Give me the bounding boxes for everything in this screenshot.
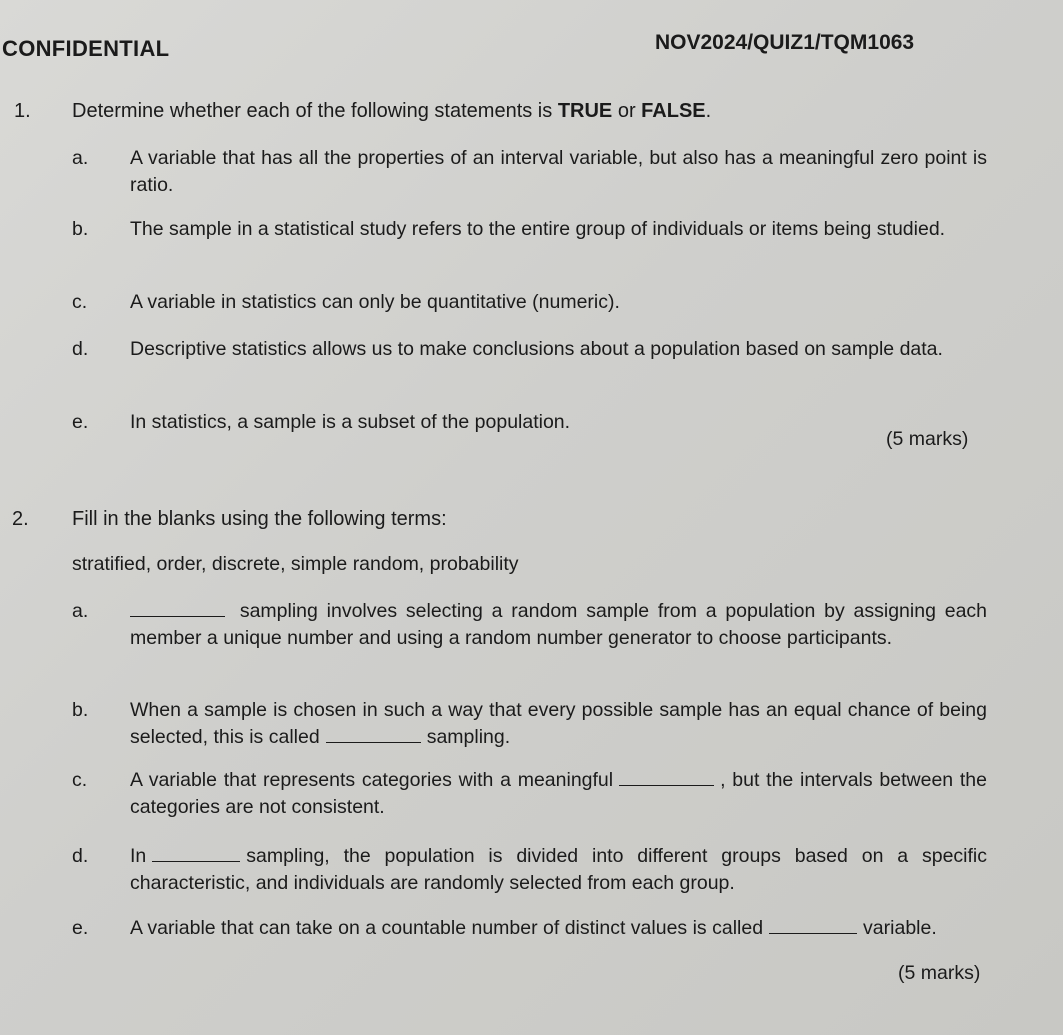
q1-prompt [72,100,711,123]
q2-item-d [72,843,987,899]
q2-item-c [72,767,987,823]
q2-item-text [130,843,987,897]
q1-item-label: e. [72,411,89,433]
q1-marks: (5 marks) [886,428,969,450]
q1-prompt-or: or [612,100,642,122]
q1-item-text: The sample in a statistical study refers to the entire group of individuals or items being studied. [130,218,946,240]
q2-item-after: , but the intervals between the categories are not consistent. [130,769,987,818]
q1-item-text: In statistics, a sample is a subset of the population. [130,411,571,433]
q2-number: 2. [12,508,29,530]
q2-item-after: sampling, the population is divided into different groups based on a specific characteristic, and individuals are randomly selected from each group. [130,845,987,894]
q2-item-after: variable. [863,917,937,939]
q2-item-after: sampling. [426,726,511,748]
q1-item-c [72,289,987,317]
q1-item-text: A variable in statistics can only be quantitative (numeric). [130,291,620,313]
q2-item-after: sampling involves selecting a random sample from a population by assigning each member a unique number and using a random number generator to choose participants. [130,600,988,649]
answer-blank[interactable] [130,598,225,617]
q2-item-before: In [130,845,147,867]
q2-item-before: A variable that can take on a countable number of distinct values is called [130,917,764,939]
q1-item-label: b. [72,218,89,240]
q2-item-e [72,915,987,971]
document-code: NOV2024/QUIZ1/TQM1063 [655,31,915,54]
q2-item-text [130,598,987,652]
q1-prompt-true: TRUE [557,100,613,122]
answer-blank[interactable] [152,843,240,862]
q2-item-a [72,598,987,680]
q1-item-b [72,216,987,272]
q1-item-a [72,145,987,201]
answer-blank[interactable] [619,767,714,786]
answer-blank[interactable] [769,915,857,934]
q2-item-text [130,697,987,751]
q2-prompt: Fill in the blanks using the following terms: [72,508,447,530]
q1-prompt-false: FALSE [641,100,706,122]
q1-item-e [72,409,987,437]
q1-item-label: c. [72,291,88,313]
q1-item-d [72,336,987,392]
q2-item-text [130,915,987,942]
q2-item-b [72,697,987,753]
q2-terms-list: stratified, order, discrete, simple random, probability [72,553,519,575]
q2-item-label: a. [72,600,89,622]
q2-item-label: e. [72,917,89,939]
answer-blank[interactable] [326,724,421,743]
q1-item-label: d. [72,338,89,360]
q2-item-label: b. [72,699,89,721]
q2-item-before: A variable that represents categories with a meaningful [130,769,614,791]
q1-item-text: Descriptive statistics allows us to make conclusions about a population based on sample data. [130,338,943,360]
q2-item-text [130,767,987,821]
q1-item-label: a. [72,147,89,169]
q1-prompt-end: . [705,100,712,122]
q2-item-before: When a sample is chosen in such a way that every possible sample has an equal chance of being selected, this is called [130,699,987,748]
q1-prompt-pre: Determine whether each of the following statements is [72,100,558,122]
q2-marks: (5 marks) [898,962,981,984]
confidential-label: CONFIDENTIAL [2,36,170,61]
q2-item-label: d. [72,845,89,867]
q2-item-label: c. [72,769,88,791]
q1-number: 1. [14,100,31,122]
q1-item-text: A variable that has all the properties of an interval variable, but also has a meaningful zero point is ratio. [130,147,987,196]
